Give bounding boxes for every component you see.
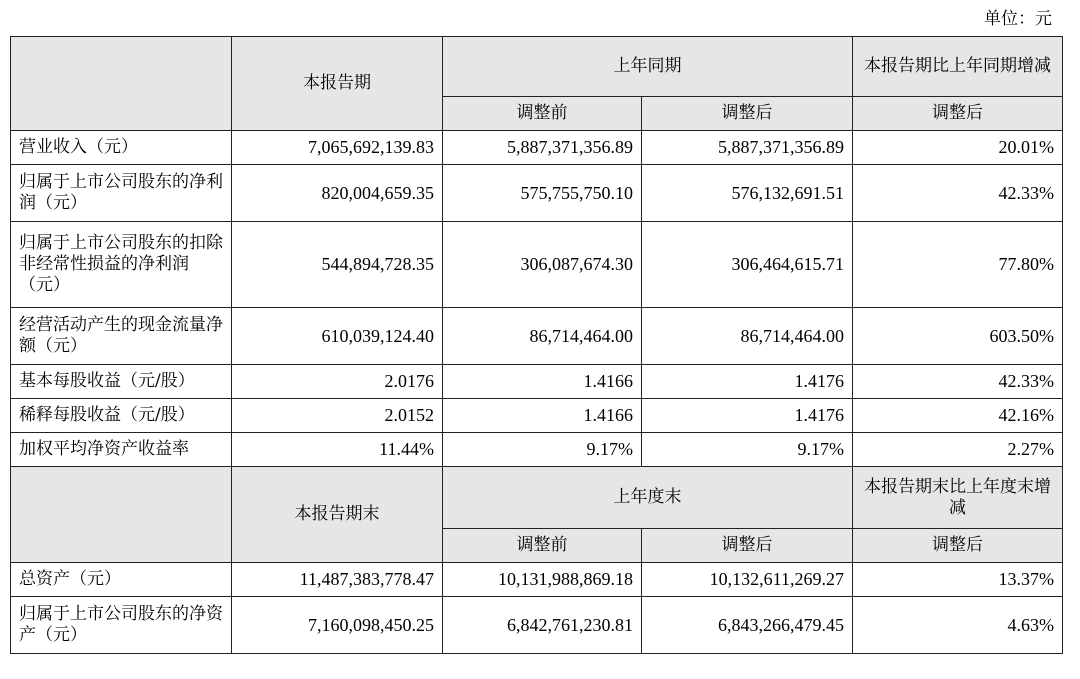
row-label: 营业收入（元） [11, 131, 232, 165]
subheader-after-adjustment: 调整后 [642, 529, 853, 563]
value-current: 7,160,098,450.25 [232, 597, 443, 654]
table-row [11, 222, 1063, 308]
row-label: 经营活动产生的现金流量净额（元） [11, 308, 232, 365]
value-current: 7,065,692,139.83 [232, 131, 443, 165]
value-before: 1.4166 [443, 399, 642, 433]
value-after: 6,843,266,479.45 [642, 597, 853, 654]
table-row [11, 597, 1063, 654]
value-change: 42.33% [853, 365, 1063, 399]
row-label: 总资产（元） [11, 563, 232, 597]
value-current: 2.0176 [232, 365, 443, 399]
subheader-before-adjustment: 调整前 [443, 97, 642, 131]
row-label: 基本每股收益（元/股） [11, 365, 232, 399]
value-current: 820,004,659.35 [232, 165, 443, 222]
value-change: 13.37% [853, 563, 1063, 597]
subheader-before-adjustment: 调整前 [443, 529, 642, 563]
value-after: 1.4176 [642, 399, 853, 433]
value-before: 9.17% [443, 433, 642, 467]
value-after: 10,132,611,269.27 [642, 563, 853, 597]
value-after: 5,887,371,356.89 [642, 131, 853, 165]
row-label: 稀释每股收益（元/股） [11, 399, 232, 433]
table-row [11, 165, 1063, 222]
value-after: 1.4176 [642, 365, 853, 399]
value-before: 86,714,464.00 [443, 308, 642, 365]
value-before: 306,087,674.30 [443, 222, 642, 308]
value-change: 42.33% [853, 165, 1063, 222]
subheader-after-adjustment: 调整后 [642, 97, 853, 131]
value-current: 11,487,383,778.47 [232, 563, 443, 597]
value-current: 2.0152 [232, 399, 443, 433]
header-yoy-change: 本报告期比上年同期增减 [853, 37, 1063, 97]
value-after: 9.17% [642, 433, 853, 467]
row-label: 归属于上市公司股东的扣除非经常性损益的净利润（元） [11, 222, 232, 308]
section2-header-row [11, 467, 1063, 529]
value-change: 42.16% [853, 399, 1063, 433]
value-after: 86,714,464.00 [642, 308, 853, 365]
value-current: 610,039,124.40 [232, 308, 443, 365]
header-blank-cell [11, 37, 232, 131]
header-blank-cell [11, 467, 232, 563]
header-prior-period-group: 上年同期 [443, 37, 853, 97]
header-year-end-change: 本报告期末比上年度末增减 [853, 467, 1063, 529]
value-after: 306,464,615.71 [642, 222, 853, 308]
value-before: 5,887,371,356.89 [443, 131, 642, 165]
value-change: 603.50% [853, 308, 1063, 365]
value-change: 4.63% [853, 597, 1063, 654]
section1-header-row [11, 37, 1063, 97]
table-row [11, 433, 1063, 467]
value-change: 20.01% [853, 131, 1063, 165]
value-before: 10,131,988,869.18 [443, 563, 642, 597]
value-current: 544,894,728.35 [232, 222, 443, 308]
value-before: 575,755,750.10 [443, 165, 642, 222]
row-label: 加权平均净资产收益率 [11, 433, 232, 467]
subheader-change-after-adjustment: 调整后 [853, 529, 1063, 563]
value-current: 11.44% [232, 433, 443, 467]
unit-label: 单位：元 [984, 9, 1052, 29]
value-before: 6,842,761,230.81 [443, 597, 642, 654]
value-change: 2.27% [853, 433, 1063, 467]
header-current-period: 本报告期 [232, 37, 443, 131]
subheader-change-after-adjustment: 调整后 [853, 97, 1063, 131]
table-row [11, 308, 1063, 365]
table-row [11, 365, 1063, 399]
value-before: 1.4166 [443, 365, 642, 399]
financial-summary-table [10, 36, 1063, 654]
row-label: 归属于上市公司股东的净资产（元） [11, 597, 232, 654]
table-row [11, 563, 1063, 597]
table-row [11, 399, 1063, 433]
value-after: 576,132,691.51 [642, 165, 853, 222]
row-label: 归属于上市公司股东的净利润（元） [11, 165, 232, 222]
header-period-end: 本报告期末 [232, 467, 443, 563]
table-row [11, 131, 1063, 165]
value-change: 77.80% [853, 222, 1063, 308]
header-prior-year-end-group: 上年度末 [443, 467, 853, 529]
